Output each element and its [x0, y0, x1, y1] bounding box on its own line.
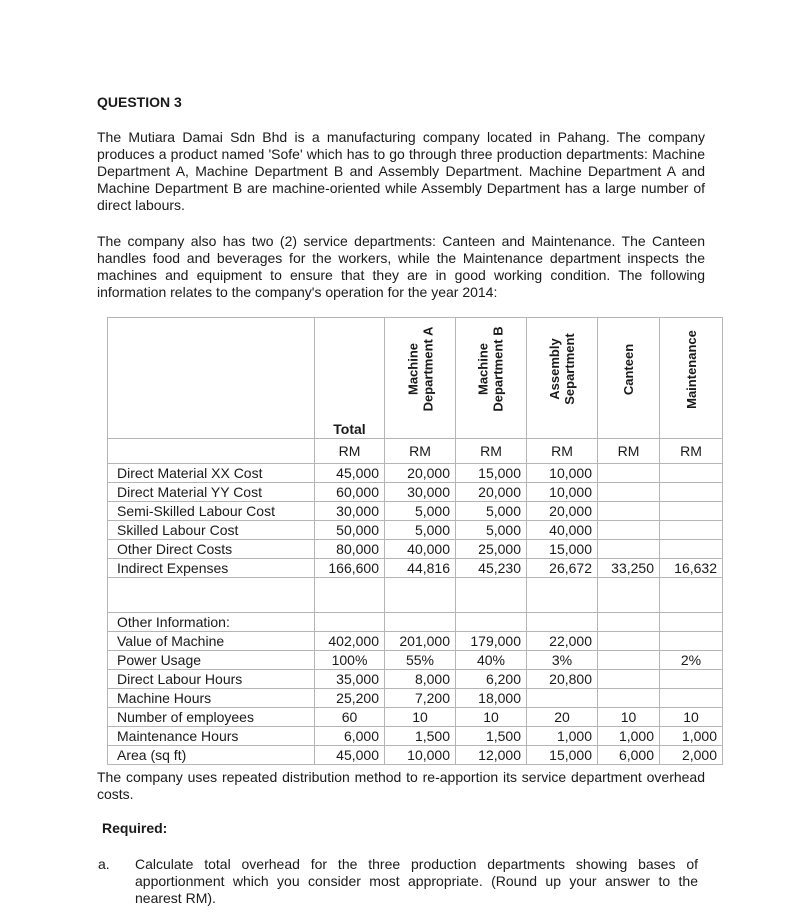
other-info-label: Other Information:	[108, 613, 315, 632]
table-cell	[598, 670, 660, 689]
table-cell: 35,000	[315, 670, 385, 689]
table-cell: 5,000	[385, 502, 456, 521]
table-cell: 15,000	[456, 464, 527, 483]
row-label: Maintenance Hours	[108, 727, 315, 746]
table-cell: 201,000	[385, 632, 456, 651]
table-header-row	[108, 318, 723, 439]
table-cell: 16,632	[660, 559, 723, 578]
row-label: Direct Labour Hours	[108, 670, 315, 689]
info-row	[108, 727, 723, 746]
table-cell: 22,000	[527, 632, 598, 651]
table-cell: 50,000	[315, 521, 385, 540]
table-cell: 45,230	[456, 559, 527, 578]
table-cell: 44,816	[385, 559, 456, 578]
table-cell	[660, 632, 723, 651]
question-a-text: Calculate total overhead for the three production departments showing bases of apportionment which you consider most appropriate. (Round up your answer to the nearest RM).	[135, 856, 698, 906]
table-cell: 166,600	[315, 559, 385, 578]
table-cell: 45,000	[315, 464, 385, 483]
table-cell: 20,000	[385, 464, 456, 483]
cost-row	[108, 540, 723, 559]
table-cell: 1,000	[527, 727, 598, 746]
info-row	[108, 708, 723, 727]
question-a-label: a.	[98, 856, 110, 872]
currency-cell: RM	[315, 439, 385, 464]
cost-row	[108, 521, 723, 540]
currency-cell: RM	[660, 439, 723, 464]
table-cell: 20,000	[456, 483, 527, 502]
table-cell	[598, 521, 660, 540]
table-cell: 15,000	[527, 746, 598, 765]
row-label: Value of Machine	[108, 632, 315, 651]
table-cell	[598, 632, 660, 651]
table-cell: 40,000	[385, 540, 456, 559]
table-cell: 3%	[527, 651, 598, 670]
table-cell: 5,000	[456, 521, 527, 540]
table-cell: 40,000	[527, 521, 598, 540]
table-cell: 402,000	[315, 632, 385, 651]
cost-data-table	[107, 317, 723, 765]
table-cell: 60	[315, 708, 385, 727]
table-cell: 10	[598, 708, 660, 727]
table-cell	[660, 540, 723, 559]
currency-cell: RM	[385, 439, 456, 464]
header-maintenance: Maintenance	[660, 318, 723, 439]
table-cell: 10	[456, 708, 527, 727]
table-cell: 6,000	[315, 727, 385, 746]
table-cell: 40%	[456, 651, 527, 670]
row-label: Area (sq ft)	[108, 746, 315, 765]
required-label: Required:	[102, 820, 168, 836]
service-dept-paragraph: The company also has two (2) service departments: Canteen and Maintenance. The Canteen handles food and beverages for the workers, while the Maintenance department inspects the machines and equipment to ensure that they are in good working condition. The following information relates to the company's operation for the year 2014:	[97, 233, 705, 300]
table-cell: 15,000	[527, 540, 598, 559]
table-cell: 20,000	[527, 502, 598, 521]
info-row	[108, 689, 723, 708]
intro-paragraph: The Mutiara Damai Sdn Bhd is a manufacturing company located in Pahang. The company produces a product named 'Sofe' which has to go through three production departments: Machine Department A, Machine Department B and Assembly Department. Machine Department A and Machine Department B are machine-oriented while Assembly Department has a large number of direct labours.	[97, 129, 705, 213]
table-cell: 12,000	[456, 746, 527, 765]
table-cell	[660, 464, 723, 483]
table-cell: 30,000	[385, 483, 456, 502]
table-cell	[660, 483, 723, 502]
table-cell: 26,672	[527, 559, 598, 578]
table-cell	[598, 464, 660, 483]
row-label: Direct Material YY Cost	[108, 483, 315, 502]
spacer-row	[108, 578, 723, 613]
row-label: Skilled Labour Cost	[108, 521, 315, 540]
table-cell	[598, 540, 660, 559]
table-cell	[598, 689, 660, 708]
table-cell: 33,250	[598, 559, 660, 578]
question-title: QUESTION 3	[97, 94, 182, 110]
table-cell	[660, 689, 723, 708]
table-cell: 10,000	[527, 483, 598, 502]
table-cell: 5,000	[385, 521, 456, 540]
table-cell: 20,800	[527, 670, 598, 689]
info-row	[108, 746, 723, 765]
table-cell: 6,000	[598, 746, 660, 765]
info-row	[108, 670, 723, 689]
table-cell: 7,200	[385, 689, 456, 708]
table-cell: 80,000	[315, 540, 385, 559]
row-label: Power Usage	[108, 651, 315, 670]
table-cell: 10	[660, 708, 723, 727]
table-cell: 100%	[315, 651, 385, 670]
currency-cell: RM	[527, 439, 598, 464]
table-cell: 6,200	[456, 670, 527, 689]
table-cell: 1,500	[456, 727, 527, 746]
table-cell	[598, 502, 660, 521]
other-info-row	[108, 613, 723, 632]
table-cell: 2,000	[660, 746, 723, 765]
currency-cell: RM	[598, 439, 660, 464]
table-cell	[527, 689, 598, 708]
table-cell: 30,000	[315, 502, 385, 521]
header-blank-cell	[108, 318, 315, 439]
table-cell: 25,200	[315, 689, 385, 708]
table-cell	[598, 483, 660, 502]
row-label: Direct Material XX Cost	[108, 464, 315, 483]
info-row	[108, 632, 723, 651]
table-cell: 60,000	[315, 483, 385, 502]
table-cell: 1,500	[385, 727, 456, 746]
header-canteen: Canteen	[598, 318, 660, 439]
table-cell	[598, 651, 660, 670]
currency-row	[108, 439, 723, 464]
table-cell: 10,000	[527, 464, 598, 483]
table-cell: 25,000	[456, 540, 527, 559]
table-cell: 1,000	[660, 727, 723, 746]
table-cell: 1,000	[598, 727, 660, 746]
table-cell: 5,000	[456, 502, 527, 521]
header-machine-a: Machine Department A	[385, 318, 456, 439]
row-label: Number of employees	[108, 708, 315, 727]
cost-row	[108, 483, 723, 502]
table-cell: 55%	[385, 651, 456, 670]
table-cell: 18,000	[456, 689, 527, 708]
table-cell	[660, 670, 723, 689]
info-row	[108, 651, 723, 670]
cost-row	[108, 502, 723, 521]
currency-cell: RM	[456, 439, 527, 464]
table-cell: 8,000	[385, 670, 456, 689]
cost-row	[108, 559, 723, 578]
table-cell: 2%	[660, 651, 723, 670]
row-label: Indirect Expenses	[108, 559, 315, 578]
table-cell: 20	[527, 708, 598, 727]
table-cell: 10	[385, 708, 456, 727]
row-label: Semi-Skilled Labour Cost	[108, 502, 315, 521]
table-cell	[660, 521, 723, 540]
header-assembly: Assembly Separtment	[527, 318, 598, 439]
table-cell: 45,000	[315, 746, 385, 765]
header-machine-b: Machine Department B	[456, 318, 527, 439]
table-cell: 179,000	[456, 632, 527, 651]
cost-row	[108, 464, 723, 483]
header-total: Total	[315, 318, 385, 439]
table-cell: 10,000	[385, 746, 456, 765]
row-label: Other Direct Costs	[108, 540, 315, 559]
table-cell	[660, 502, 723, 521]
row-label: Machine Hours	[108, 689, 315, 708]
distribution-method-paragraph: The company uses repeated distribution method to re-apportion its service department overhead costs.	[97, 769, 705, 802]
